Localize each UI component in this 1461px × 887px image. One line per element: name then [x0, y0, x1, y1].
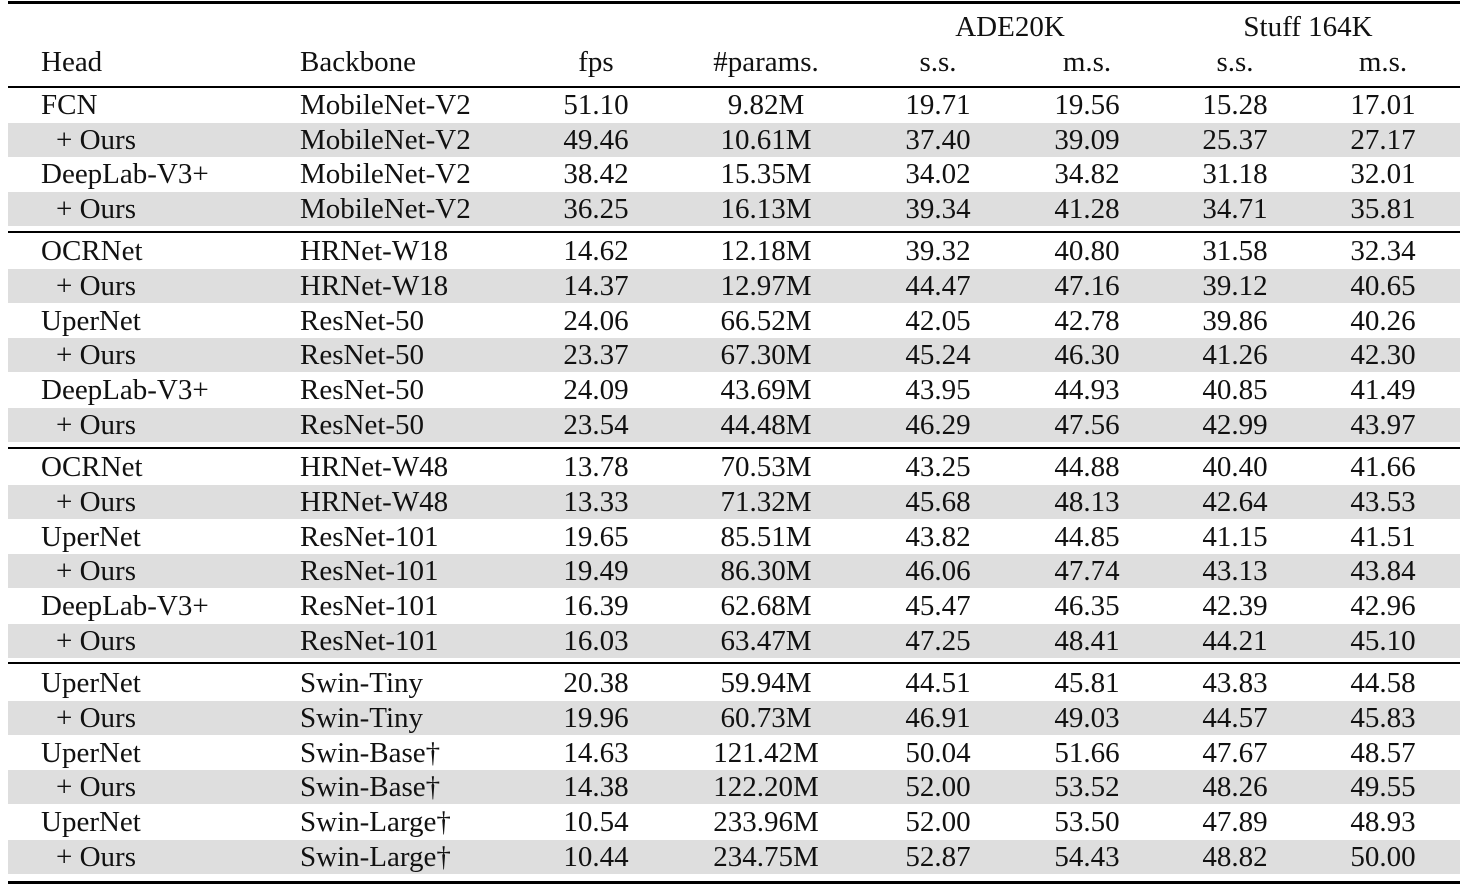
- group-rule-1: [8, 231, 1460, 233]
- cell-fps: 38.42: [563, 158, 629, 190]
- cell-stuff-ss: 47.67: [1202, 737, 1268, 769]
- cell-stuff-ms: 45.10: [1350, 625, 1416, 657]
- table-row: [8, 123, 1460, 157]
- cell-fps: 19.65: [563, 521, 629, 553]
- cell-params: 59.94M: [720, 667, 812, 699]
- cell-fps: 19.49: [563, 555, 629, 587]
- cell-ade-ss: 52.87: [905, 841, 971, 873]
- cell-stuff-ms: 17.01: [1350, 89, 1416, 121]
- cell-params: 15.35M: [720, 158, 812, 190]
- cell-stuff-ms: 35.81: [1350, 193, 1416, 225]
- cell-params: 10.61M: [720, 124, 812, 156]
- top-rule: [8, 1, 1460, 4]
- cell-ade-ss: 46.29: [905, 409, 971, 441]
- cell-stuff-ss: 41.26: [1202, 339, 1268, 371]
- cell-params: 12.97M: [720, 270, 812, 302]
- cell-backbone: HRNet-W48: [300, 486, 449, 518]
- cell-backbone: MobileNet-V2: [300, 89, 471, 121]
- cell-ade-ss: 44.51: [905, 667, 971, 699]
- cell-ade-ms: 44.93: [1054, 374, 1120, 406]
- group-header-stuff164k: Stuff 164K: [1243, 11, 1373, 43]
- table-row: [8, 701, 1460, 735]
- cell-backbone: HRNet-W18: [300, 235, 449, 267]
- group-rule-2: [8, 447, 1460, 449]
- cell-ade-ss: 45.47: [905, 590, 971, 622]
- cell-ade-ss: 46.06: [905, 555, 971, 587]
- cell-ade-ms: 46.35: [1054, 590, 1120, 622]
- cell-stuff-ss: 25.37: [1202, 124, 1268, 156]
- cell-ade-ss: 45.68: [905, 486, 971, 518]
- cell-fps: 14.38: [563, 771, 629, 803]
- cell-params: 66.52M: [720, 305, 812, 337]
- cell-head: DeepLab-V3+: [41, 590, 209, 622]
- cell-ade-ss: 45.24: [905, 339, 971, 371]
- table-row: [8, 192, 1460, 226]
- cell-stuff-ms: 32.34: [1350, 235, 1416, 267]
- cell-fps: 10.44: [563, 841, 629, 873]
- cell-ade-ss: 46.91: [905, 702, 971, 734]
- cell-fps: 13.78: [563, 451, 629, 483]
- column-header-head: Head: [41, 46, 103, 78]
- cell-fps: 19.96: [563, 702, 629, 734]
- cell-head: UperNet: [41, 521, 141, 553]
- cell-ade-ss: 43.82: [905, 521, 971, 553]
- cell-stuff-ss: 39.86: [1202, 305, 1268, 337]
- table-row: [8, 840, 1460, 874]
- cell-ade-ss: 43.95: [905, 374, 971, 406]
- cell-ade-ms: 41.28: [1054, 193, 1120, 225]
- column-header-stuff-ms: m.s.: [1358, 46, 1408, 78]
- cell-fps: 36.25: [563, 193, 629, 225]
- cell-fps: 16.03: [563, 625, 629, 657]
- cell-head: DeepLab-V3+: [41, 374, 209, 406]
- cell-stuff-ss: 39.12: [1202, 270, 1268, 302]
- table-row: [8, 554, 1460, 588]
- cell-params: 63.47M: [720, 625, 812, 657]
- cell-params: 70.53M: [720, 451, 812, 483]
- column-header-ade-ss: s.s.: [919, 46, 957, 78]
- cell-ade-ms: 44.85: [1054, 521, 1120, 553]
- table-row: [8, 805, 1460, 839]
- cell-backbone: Swin-Large†: [300, 806, 451, 838]
- cell-backbone: ResNet-101: [300, 521, 439, 553]
- cell-params: 43.69M: [720, 374, 812, 406]
- cell-stuff-ms: 40.65: [1350, 270, 1416, 302]
- cell-head: OCRNet: [41, 451, 143, 483]
- cell-stuff-ms: 40.26: [1350, 305, 1416, 337]
- cell-ade-ms: 40.80: [1054, 235, 1120, 267]
- cell-head: + Ours: [56, 193, 136, 225]
- column-header-fps: fps: [578, 46, 614, 78]
- table-row: [8, 269, 1460, 303]
- cell-stuff-ss: 40.40: [1202, 451, 1268, 483]
- cell-fps: 51.10: [563, 89, 629, 121]
- cell-ade-ss: 43.25: [905, 451, 971, 483]
- group-rule-3: [8, 662, 1460, 664]
- cell-fps: 24.06: [563, 305, 629, 337]
- cell-head: + Ours: [56, 555, 136, 587]
- table-row: [8, 304, 1460, 338]
- table-row: [8, 157, 1460, 191]
- cell-stuff-ss: 40.85: [1202, 374, 1268, 406]
- cell-stuff-ms: 49.55: [1350, 771, 1416, 803]
- cell-stuff-ss: 43.13: [1202, 555, 1268, 587]
- cell-ade-ms: 45.81: [1054, 667, 1120, 699]
- cell-fps: 24.09: [563, 374, 629, 406]
- cell-head: + Ours: [56, 841, 136, 873]
- cell-stuff-ms: 32.01: [1350, 158, 1416, 190]
- cell-ade-ms: 51.66: [1054, 737, 1120, 769]
- cell-fps: 10.54: [563, 806, 629, 838]
- cell-stuff-ms: 43.84: [1350, 555, 1416, 587]
- cell-ade-ms: 39.09: [1054, 124, 1120, 156]
- cell-head: + Ours: [56, 771, 136, 803]
- cell-head: UperNet: [41, 806, 141, 838]
- cell-fps: 16.39: [563, 590, 629, 622]
- cell-ade-ms: 34.82: [1054, 158, 1120, 190]
- cell-params: 16.13M: [720, 193, 812, 225]
- cell-ade-ms: 19.56: [1054, 89, 1120, 121]
- cell-ade-ss: 34.02: [905, 158, 971, 190]
- cell-backbone: Swin-Base†: [300, 737, 441, 769]
- cell-ade-ss: 19.71: [905, 89, 971, 121]
- cell-ade-ms: 47.56: [1054, 409, 1120, 441]
- cell-fps: 49.46: [563, 124, 629, 156]
- cell-stuff-ms: 41.49: [1350, 374, 1416, 406]
- cell-stuff-ss: 31.18: [1202, 158, 1268, 190]
- cell-params: 71.32M: [720, 486, 812, 518]
- bottom-rule: [8, 881, 1460, 884]
- cell-stuff-ms: 43.53: [1350, 486, 1416, 518]
- cell-backbone: ResNet-50: [300, 374, 425, 406]
- cell-stuff-ss: 34.71: [1202, 193, 1268, 225]
- cell-stuff-ms: 44.58: [1350, 667, 1416, 699]
- cell-stuff-ss: 43.83: [1202, 667, 1268, 699]
- cell-ade-ss: 50.04: [905, 737, 971, 769]
- table-row: [8, 589, 1460, 623]
- cell-backbone: ResNet-50: [300, 339, 425, 371]
- cell-stuff-ss: 47.89: [1202, 806, 1268, 838]
- table-row: [8, 88, 1460, 122]
- cell-backbone: MobileNet-V2: [300, 124, 471, 156]
- cell-params: 121.42M: [713, 737, 819, 769]
- cell-backbone: Swin-Tiny: [300, 667, 424, 699]
- column-header-params: #params.: [713, 46, 819, 78]
- cell-params: 12.18M: [720, 235, 812, 267]
- group-header-ade20k: ADE20K: [955, 11, 1065, 43]
- table-row: [8, 736, 1460, 770]
- cell-ade-ms: 44.88: [1054, 451, 1120, 483]
- cell-stuff-ss: 42.64: [1202, 486, 1268, 518]
- column-header-backbone: Backbone: [300, 46, 416, 78]
- table-row: [8, 485, 1460, 519]
- table-row: [8, 624, 1460, 658]
- cell-fps: 14.37: [563, 270, 629, 302]
- cell-ade-ms: 48.13: [1054, 486, 1120, 518]
- cell-ade-ms: 53.50: [1054, 806, 1120, 838]
- cell-head: + Ours: [56, 486, 136, 518]
- cell-ade-ms: 46.30: [1054, 339, 1120, 371]
- cell-head: OCRNet: [41, 235, 143, 267]
- cell-ade-ss: 52.00: [905, 771, 971, 803]
- cell-stuff-ss: 44.57: [1202, 702, 1268, 734]
- cell-backbone: ResNet-101: [300, 625, 439, 657]
- cell-stuff-ms: 41.51: [1350, 521, 1416, 553]
- cell-backbone: Swin-Large†: [300, 841, 451, 873]
- cell-head: + Ours: [56, 270, 136, 302]
- table-row: [8, 338, 1460, 372]
- cell-stuff-ss: 44.21: [1202, 625, 1268, 657]
- cell-params: 60.73M: [720, 702, 812, 734]
- cell-head: UperNet: [41, 667, 141, 699]
- cell-fps: 20.38: [563, 667, 629, 699]
- cell-ade-ss: 47.25: [905, 625, 971, 657]
- cell-backbone: Swin-Base†: [300, 771, 441, 803]
- cell-stuff-ss: 48.26: [1202, 771, 1268, 803]
- cell-fps: 23.37: [563, 339, 629, 371]
- cell-ade-ms: 53.52: [1054, 771, 1120, 803]
- cell-params: 67.30M: [720, 339, 812, 371]
- cell-backbone: ResNet-101: [300, 555, 439, 587]
- cell-stuff-ss: 41.15: [1202, 521, 1268, 553]
- cell-head: + Ours: [56, 409, 136, 441]
- cell-ade-ms: 49.03: [1054, 702, 1120, 734]
- cell-ade-ss: 52.00: [905, 806, 971, 838]
- cell-stuff-ms: 48.93: [1350, 806, 1416, 838]
- table-row: [8, 520, 1460, 554]
- cell-params: 233.96M: [713, 806, 819, 838]
- cell-ade-ms: 47.74: [1054, 555, 1120, 587]
- cell-head: + Ours: [56, 339, 136, 371]
- cell-head: DeepLab-V3+: [41, 158, 209, 190]
- cell-backbone: ResNet-101: [300, 590, 439, 622]
- cell-stuff-ms: 48.57: [1350, 737, 1416, 769]
- cell-stuff-ms: 42.96: [1350, 590, 1416, 622]
- cell-backbone: Swin-Tiny: [300, 702, 424, 734]
- cell-fps: 14.63: [563, 737, 629, 769]
- cell-backbone: ResNet-50: [300, 409, 425, 441]
- cell-head: UperNet: [41, 305, 141, 337]
- table-row: [8, 450, 1460, 484]
- cell-stuff-ms: 41.66: [1350, 451, 1416, 483]
- cell-head: UperNet: [41, 737, 141, 769]
- cell-params: 62.68M: [720, 590, 812, 622]
- cell-stuff-ms: 45.83: [1350, 702, 1416, 734]
- cell-stuff-ms: 27.17: [1350, 124, 1416, 156]
- cell-stuff-ms: 43.97: [1350, 409, 1416, 441]
- cell-stuff-ss: 42.99: [1202, 409, 1268, 441]
- cell-backbone: ResNet-50: [300, 305, 425, 337]
- table-row: [8, 666, 1460, 700]
- table-row: [8, 770, 1460, 804]
- cell-params: 86.30M: [720, 555, 812, 587]
- cell-fps: 14.62: [563, 235, 629, 267]
- cell-stuff-ss: 15.28: [1202, 89, 1268, 121]
- cell-stuff-ss: 42.39: [1202, 590, 1268, 622]
- cell-backbone: MobileNet-V2: [300, 158, 471, 190]
- header-row: [8, 45, 1460, 79]
- cell-params: 234.75M: [713, 841, 819, 873]
- cell-head: + Ours: [56, 625, 136, 657]
- cell-ade-ss: 39.34: [905, 193, 971, 225]
- cell-fps: 13.33: [563, 486, 629, 518]
- cell-params: 122.20M: [713, 771, 819, 803]
- cell-head: FCN: [41, 89, 98, 121]
- cell-backbone: HRNet-W18: [300, 270, 449, 302]
- cell-ade-ss: 44.47: [905, 270, 971, 302]
- cell-params: 85.51M: [720, 521, 812, 553]
- column-header-stuff-ss: s.s.: [1216, 46, 1254, 78]
- cell-params: 44.48M: [720, 409, 812, 441]
- cell-backbone: MobileNet-V2: [300, 193, 471, 225]
- cell-stuff-ms: 42.30: [1350, 339, 1416, 371]
- cell-ade-ss: 39.32: [905, 235, 971, 267]
- cell-stuff-ss: 31.58: [1202, 235, 1268, 267]
- cell-stuff-ms: 50.00: [1350, 841, 1416, 873]
- cell-ade-ms: 47.16: [1054, 270, 1120, 302]
- cell-ade-ss: 37.40: [905, 124, 971, 156]
- column-header-ade-ms: m.s.: [1062, 46, 1112, 78]
- table-row: [8, 234, 1460, 268]
- cell-ade-ss: 42.05: [905, 305, 971, 337]
- cell-params: 9.82M: [727, 89, 805, 121]
- cell-fps: 23.54: [563, 409, 629, 441]
- cell-stuff-ss: 48.82: [1202, 841, 1268, 873]
- cell-ade-ms: 54.43: [1054, 841, 1120, 873]
- table-row: [8, 408, 1460, 442]
- cell-backbone: HRNet-W48: [300, 451, 449, 483]
- cell-head: + Ours: [56, 702, 136, 734]
- cell-ade-ms: 48.41: [1054, 625, 1120, 657]
- cell-ade-ms: 42.78: [1054, 305, 1120, 337]
- cell-head: + Ours: [56, 124, 136, 156]
- table-row: [8, 373, 1460, 407]
